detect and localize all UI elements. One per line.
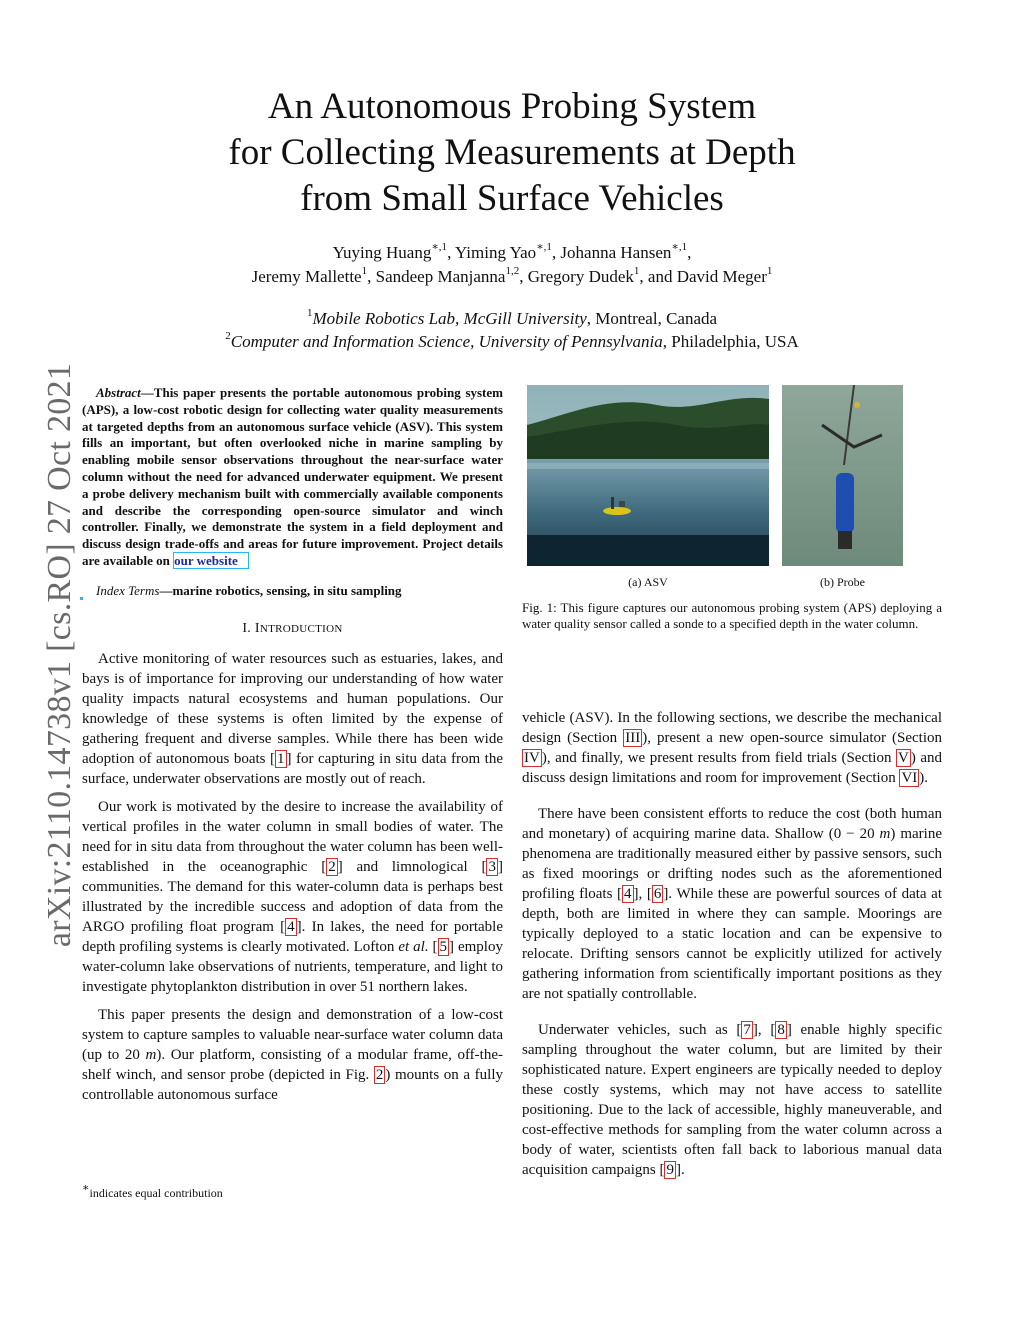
affiliation-line <box>0 330 1024 353</box>
text-run: . <box>680 1162 685 1178</box>
subfigure-caption-a: (a) ASV <box>628 575 668 589</box>
text-run: Active monitoring of water resources such as estuaries, lakes, and bays is of importance for improving our understanding of how water quality impacts natural ecosystems and human populations. Our knowledge of these systems is often limited by the expense of gathering frequent and diverse samples. While there has been wide adoption of autonomous boats <box>82 650 503 767</box>
text-run: . In lakes, the need for portable depth profiling systems is clearly motivated. Lofton <box>82 918 503 955</box>
citation-link[interactable]: 5 <box>439 938 448 955</box>
citation-link[interactable]: 7 <box>743 1022 751 1038</box>
author-name: David Meger <box>676 267 767 286</box>
author-affil-mark: ∗,1 <box>536 241 552 254</box>
text-run: enable highly specific sampling throughout the water column, but are limited by their sophisticated nature. Expert engineers are typically needed to deploy these costly systems, which may not have access to satellite positioning. Due to the lack of accessible, highly maneuverable, and cost-effective methods for sampling from the water column across a body of water, scientists often fall back to laborious manual data acquisition campaigns <box>522 1022 942 1178</box>
text-run: communities. The demand for this water-column data is perhaps best illustrated by the incredible success and adoption of data from the ARGO profiling float program <box>82 878 503 935</box>
author-list <box>0 241 1024 289</box>
text-run: and limnological <box>342 858 482 875</box>
text-run: There have been consistent efforts to reduce the cost (both human and monetary) of acquiring marine data. Shallow (0 − 20 <box>522 806 942 842</box>
math-unit: m <box>145 1046 157 1063</box>
website-link[interactable]: our website <box>173 552 249 569</box>
text-run: ). Our platform, consisting of a modular frame, off-the-shelf winch, and sensor probe (depicted in Fig. <box>82 1046 503 1083</box>
author-sep: , <box>447 243 455 262</box>
text-run: for capturing in situ data from the surface, underwater observations are mostly out of reach. <box>82 750 503 787</box>
author-sep: , <box>551 243 561 262</box>
affil-mark: 2 <box>225 330 231 343</box>
footnote-mark: ∗ <box>82 1182 90 1194</box>
affil-institution: Mobile Robotics Lab, McGill University <box>312 309 587 328</box>
index-terms <box>82 582 503 599</box>
index-terms-text: marine robotics, sensing, in situ sampling <box>172 582 402 598</box>
section-number: I. <box>242 620 252 636</box>
paper-title <box>0 84 1024 222</box>
affil-location: , Philadelphia, USA <box>662 332 799 351</box>
text-run: Our work is motivated by the desire to increase the availability of vertical profiles in the water column in small bodies of water. The need for in situ data from throughout the water column has been well-established in the oceanographic <box>82 798 503 875</box>
figure-probe-photo <box>782 385 903 566</box>
title-line: from Small Surface Vehicles <box>300 178 724 219</box>
footnote-text: indicates equal contribution <box>89 1186 223 1200</box>
affiliation-line <box>0 307 1024 330</box>
citation-link[interactable]: 8 <box>777 1022 785 1038</box>
figure-asv-photo <box>527 385 769 566</box>
text-run-italic: et al. <box>398 938 429 955</box>
text-run: , <box>638 886 647 902</box>
section-link[interactable]: VI <box>901 770 918 786</box>
author-affil-mark: 1 <box>633 265 640 278</box>
paragraph: Active monitoring of water resources such as estuaries, lakes, and bays is of importance for improving our understanding of how water quality impacts natural ecosystems and human populations. Our knowledge of these systems is often limited by the expense of gathering frequent and diverse samples. While there has been wide adoption of autonomous boats [ 1 ] for capturing in situ data from the surface, underwater observations are mostly out of reach. <box>82 650 503 787</box>
index-terms-dash: — <box>159 582 173 598</box>
author-name: Gregory Dudek <box>527 267 634 286</box>
affiliations <box>0 307 1024 353</box>
text-run: employ water-column lake observations of nutrients, temperature, and light to investigate phytoplankton distribution in over 51 northern lakes. <box>82 938 503 995</box>
author-sep: , and <box>639 267 677 286</box>
text-run: ) mounts on a fully controllable autonomous surface <box>82 1066 503 1103</box>
math-unit: m <box>879 826 891 842</box>
text-run: ). <box>919 770 929 786</box>
citation-link[interactable]: 2 <box>328 858 336 875</box>
text-run: ) marine phenomena are traditionally measured either by passive sensors, such as fixed moorings or drifting nodes such as the aforementioned profiling floats <box>522 826 942 902</box>
author-affil-mark: 1 <box>766 265 773 278</box>
author-name: Yuying Huang <box>332 243 432 262</box>
author-affil-mark: ∗,1 <box>431 241 448 254</box>
abstract-text: This paper presents the portable autonomous probing system (APS), a low-cost robotic design for collecting water quality measurements at targeted depths from an autonomous surface vehicle (ASV). This system fills an important, but often overlooked niche in marine sampling by enabling mobile sensor observations throughout the near-surface water column without the need for advanced underwater equipment. We present a probe delivery mechanism built with commercially available components and describe the corresponding open-source simulator and winch controller. Finally, we demonstrate the system in a field deployment and discuss design trade-offs and areas for future improvement. Project details are available on <box>82 385 503 568</box>
affil-location: , Montreal, Canada <box>586 309 718 328</box>
paragraph: Underwater vehicles, such as [ 7 ], [ 8 ] enable highly specific sampling throughout the water column, but are limited by their sophisticated nature. Expert engineers are typically needed to deploy these costly systems, which may not have access to satellite positioning. Due to the lack of accessible, highly maneuverable, and cost-effective methods for sampling from the water column across a body of water, scientists often fall back to laborious manual data acquisition campaigns [ 9 ]. <box>522 1022 942 1178</box>
arxiv-stamp: arXiv:2110.14738v1 [cs.RO] 27 Oct 2021 <box>41 362 78 948</box>
citation-link[interactable]: 4 <box>287 918 295 935</box>
text-run: ), present a new open-source simulator (Section <box>642 730 942 746</box>
author-line <box>0 265 1024 289</box>
text-run: . While these are powerful sources of data at depth, both are limited in where they can sample. Moorings are typically deployed to a static location and can be expensive to relocate. Drifting sensors cannot be explicitly utilized for actively gathering information from scientifically important positions as they are not spatially controllable. <box>522 886 943 1002</box>
section-title-initial: I <box>254 620 260 636</box>
text-run: Underwater vehicles, such as <box>538 1022 737 1038</box>
citation-link[interactable]: 3 <box>488 858 496 875</box>
affil-mark: 1 <box>306 307 313 320</box>
author-name: Sandeep Manjanna <box>375 267 506 286</box>
author-affil-mark: ∗,1 <box>671 241 688 254</box>
text-run: ) and discuss design limitations and room for improvement (Section <box>522 750 943 786</box>
section-link[interactable]: V <box>897 750 909 766</box>
paragraph <box>522 708 942 788</box>
author-sep: , <box>687 243 692 262</box>
index-terms-label: Index Terms <box>96 582 160 598</box>
abstract-dash: — <box>140 385 154 400</box>
author-line <box>0 241 1024 265</box>
text-run: ), and finally, we present results from field trials (Section <box>541 750 896 766</box>
figure-caption: Fig. 1: This figure captures our autonomous probing system (APS) deploying a water quality sensor called a sonde to a specified depth in the water column. <box>522 600 942 631</box>
author-name: Jeremy Mallette <box>251 267 362 286</box>
text-run: vehicle (ASV). In the following sections, we describe the mechanical design (Section <box>522 710 942 746</box>
section-link[interactable]: III <box>625 730 641 746</box>
author-sep: , <box>367 267 376 286</box>
abstract <box>82 385 503 570</box>
paragraph: There have been consistent efforts to reduce the cost (both human and monetary) of acquiring marine data. Shallow (0 − 20 m) marine phenomena are traditionally measured either by passive sensors, such as fixed moorings or drifting nodes such as the aforementioned profiling floats [ 4 ], [ 6 ]. While these are powerful sources of data at depth, both are limited in where they can sample. Moorings are typically deployed to a static location and can be expensive to relocate. Drifting sensors cannot be explicitly utilized for actively gathering information from scientifically important positions as they are not spatially controllable. <box>522 806 943 1002</box>
paragraph <box>82 1005 503 1105</box>
citation-link[interactable]: 4 <box>624 886 632 902</box>
section-title-rest: NTRODUCTION <box>259 622 343 635</box>
text-run: , <box>757 1022 771 1038</box>
author-name: Yiming Yao <box>454 243 537 262</box>
abstract-label: Abstract <box>96 385 141 400</box>
citation-link[interactable]: 9 <box>666 1162 674 1178</box>
figure-link[interactable]: 2 <box>375 1066 384 1083</box>
footnote <box>82 1182 223 1201</box>
author-name: Johanna Hansen <box>560 243 672 262</box>
title-line: An Autonomous Probing System <box>267 86 757 127</box>
text-run: This paper presents the design and demonstration of a low-cost system to capture samples to valuable near-surface water column data (up to 20 <box>82 1006 503 1063</box>
paragraph: Our work is motivated by the desire to increase the availability of vertical profiles in the water column in small bodies of water. The need for in situ data from throughout the water column has been well-established in the oceanographic [ 2 ] and limnological [ 3 ] communities. The demand for this water-column data is perhaps best illustrated by the incredible success and adoption of data from the ARGO profiling float program [ 4 ]. In lakes, the need for portable depth profiling systems is clearly motivated. Lofton et al. [ 5 ] employ water-column lake observations of nutrients, temperature, and light to investigate phytoplankton distribution in over 51 northern lakes. <box>82 798 503 995</box>
section-heading <box>82 619 503 639</box>
left-column <box>82 385 503 1105</box>
title-line: for Collecting Measurements at Depth <box>228 132 796 173</box>
subfigure-caption-b: (b) Probe <box>820 575 865 589</box>
sonde-probe <box>836 473 854 533</box>
affil-institution: Computer and Information Science, University of Pennsylvania <box>230 332 663 351</box>
citation-link[interactable]: 1 <box>277 750 285 767</box>
author-affil-mark: 1,2 <box>505 265 520 278</box>
section-link[interactable]: IV <box>524 750 540 766</box>
author-sep: , <box>519 267 528 286</box>
right-column <box>522 708 942 1180</box>
author-affil-mark: 1 <box>361 265 368 278</box>
citation-link[interactable]: 6 <box>653 886 662 902</box>
